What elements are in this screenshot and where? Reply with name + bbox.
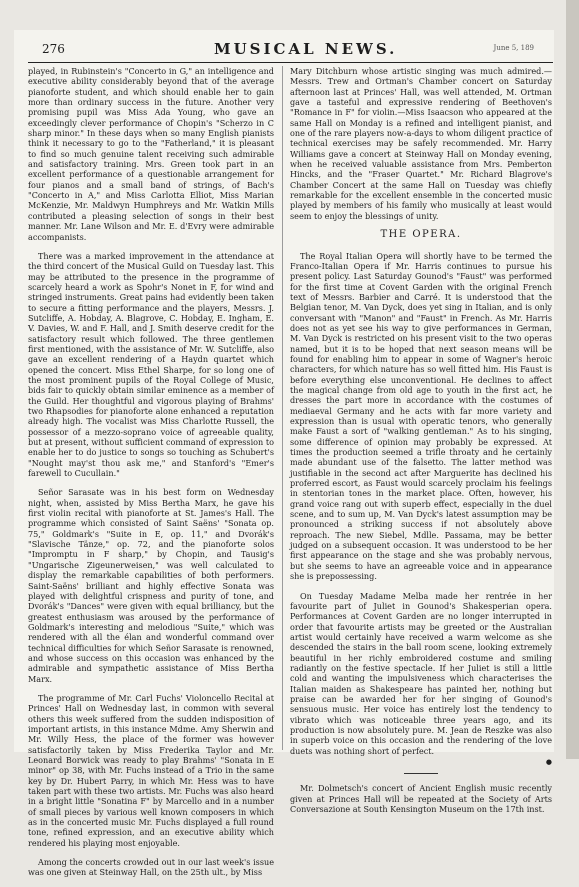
section-heading-opera: THE OPERA.: [380, 229, 462, 241]
masthead-title: MUSICAL NEWS.: [214, 40, 398, 58]
article-paragraph: Mary Ditchburn whose artistic singing was much admired.—Messrs. Trew and Ortman's Chamber concert on Saturday afternoon last at Princes' Hall, was well attended, M. Ortman gave a tasteful and expressive rendering of Beethoven's "Romance in F" for violin.—Miss Isaacson who appeared at the same Hall on Monday is a refined and intelligent pianist, and one of the rare players now-a-days to whom diligent practice of technical exercises may be safely recommended. Mr. Harry Williams gave a concert at Steinway Hall on Monday evening, when he received valuable assistance from Mrs. Pemberton Hincks, and the "Fraser Quartet." Mr. Richard Blagrove's Chamber Concert at the same Hall on Tuesday was chiefly remarkable for the excellent ensemble in the concerted music played by members of his family who musically at least would seem to enjoy the blessings of unity.: [290, 66, 552, 221]
article-paragraph: Señor Sarasate was in his best form on Wednesday night, when, assisted by Miss Bertha Marx, he gave his first violin recital with pianoforte at St. James's Hall. The programme which consisted of Saint Saëns' "Sonata op. 75," Goldmark's "Suite in E, op. 11," and Dvorák's "Slavische Tänze," op. 72, and the pianoforte solos "Impromptu in F sharp," by Chopin, and Tausig's "Ungarische Zigeunerweisen," was well calculated to display the remarkable capabilities of both performers. Saint-Saëns' brilliant and highly effective Sonata was played with delightful crispness and purity of tone, and Dvorák's "Dances" were given with equal brilliancy, but the greatest enthusiasm was aroused by the performance of Goldmark's interesting and melodious "Suite," which was rendered with all the élan and wonderful command over technical difficulties for which Señor Sarasate is renowned, and whose success on this occasion was enhanced by the admirable and sympathetic assistance of Miss Bertha Marx.: [28, 487, 274, 684]
article-paragraph: The Royal Italian Opera will shortly have to be termed the Franco-Italian Opera if Mr. Harris continues to pursue his present policy. Last Saturday Gounod's "Faust" was performed for the first time at Covent Garden with the original French text of Messrs. Barbier and Carré. It is understood that the Belgian tenor, M. Van Dyck, does yet sing in Italian, and is only conversant with "Manon" and "Faust" in French. As Mr. Harris does not as yet see his way to give performances in German, M. Van Dyck is restricted on his present visit to the two operas named, but it is to be hoped that next season means will be found for enabling him to appear in some of Wagner's heroic characters, for which nature has so well fitted him. His Faust is before everything else unconventional. He declines to affect the magical change from old age to youth in the first act, he dresses the part more in accordance with the costumes of mediaeval Germany and he acts with far more variety and expression than is usual with operatic tenors, who generally make Faust a sort of "walking gentleman." As to his singing, some difference of opinion may probably be expressed. At times the production seemed a trifle throaty and he certainly made abundant use of the falsetto. The latter method was justifiable in the second act after Marguerite has declined his proferred escort, as Faust would scarcely proclaim his feelings in stentorian tones in the market place. Often, however, his grand voice rang out with superb effect, especially in the duel scene, and to sum up, M. Van Dyck's latest assumption may be pronounced a striking success if not absolutely above reproach. The new Siebel, Mdlle. Passama, may be better judged on a subsequent occasion. It was understood to be her first appearance on the stage and she was probably nervous, but she seems to have an agreeable voice and in appearance she is prepossessing.: [290, 250, 552, 582]
page-header: [14, 40, 554, 60]
section-end-bullet: ●: [545, 758, 552, 766]
right-column: [290, 66, 552, 823]
section-separator: [404, 773, 438, 774]
left-column: [28, 66, 274, 887]
column-divider: [282, 66, 283, 750]
article-paragraph: On Tuesday Madame Melba made her rentrée in her favourite part of Juliet in Gounod's Shakesperian opera. Performances at Covent Garden are no longer interrupted in order that favourite artists may be greeted or the Australian artist would certainly have received a warm welcome as she descended the stairs in the ball room scene, looking extremely beautiful in her richly embroidered costume and smiling radiantly on the festive spectacle. If her Juliet is still a little cold and wanting the impulsiveness which characterises the Italian maiden as Shakespeare has painted her, nothing but praise can be awarded her for her singing of Gounod's sensuous music. Her voice has entirely lost the tendency to vibrato which was noticeable three years ago, and its production is now absolutely pure. M. Jean de Reszke was also in superb voice on this occasion and the rendering of the love duets was nothing short of perfect.: [290, 590, 552, 756]
header-rule: [28, 62, 553, 63]
issue-date: June 5, 189: [493, 44, 534, 52]
binding-edge: [566, 0, 579, 759]
page-number: 276: [42, 42, 65, 56]
article-paragraph: There was a marked improvement in the attendance at the third concert of the Musical Guild on Tuesday last. This may be attributed to the presence in the programme of scarcely heard a work as Spohr's Nonet in F, for wind and stringed instruments. Great pains had evidently been taken to secure a fitting performance and the players, Messrs. J. Sutcliffe, A. Hobday, A. Blagrove, C. Hobday, E. Ingham, E. V. Davies, W. and F. Hall, and J. Smith deserve credit for the satisfactory result which followed. The three gentlemen first mentioned, with the assistance of Mr. W. Sutcliffe, also gave an excellent rendering of a Haydn quartet which opened the concert. Miss Ethel Sharpe, for so long one of the most prominent pupils of the Royal College of Music, bids fair to quickly obtain similar eminence as a member of the Guild. Her thoughtful and vigorous playing of Brahms' two Rhapsodies for pianoforte alone enhanced a reputation already high. The vocalist was Miss Charlotte Russell, the possessor of a mezzo-soprano voice of agreeable quality, but at present, without sufficient command of expression to enable her to do justice to songs so touching as Schubert's "Nought may'st thou ask me," and Stanford's "Emer's farewell to Cucullain.": [28, 250, 274, 479]
article-paragraph: Mr. Dolmetsch's concert of Ancient English music recently given at Princes Hall will be repeated at the Society of Arts Conversazione at South Kensington Museum on the 17th inst.: [290, 783, 552, 815]
article-paragraph: The programme of Mr. Carl Fuchs' Violoncello Recital at Princes' Hall on Wednesday last, in common with several others this week suffered from the sudden indisposition of important artists, in this instance Mdme. Amy Sherwin and Mr. Willy Hess, the place of the former was however satisfactorily taken by Miss Frederika Taylor and Mr. Leonard Borwick was ready to play Brahms' "Sonata in E minor" op 38, with Mr. Fuchs instead of a Trio in the same key by Dr. Hubert Parry, in which Mr. Hess was to have taken part with these two artists. Mr. Fuchs was also heard in a bright little "Sonatina F" by Marcello and in a number of small pieces by various well known composers in which as in the concerted music Mr. Fuchs displayed a full round tone, refined expression, and an executive ability which rendered his playing most enjoyable.: [28, 692, 274, 848]
article-paragraph: played, in Rubinstein's "Concerto in G," an intelligence and executive ability considerably beyond that of the average pianoforte student, and which should enable her to gain more than ordinary success in the future. Another very promising pupil was Miss Ada Young, who gave an exceedingly clever performance of Chopin's "Scherzo in C sharp minor." In these days when so many English pianists think it necessary to go to the "Fatherland," it is pleasant to find so much genuine talent receiving such admirable and satisfactory training. Mrs. Green took part in an excellent performance of a questionable arrangement for four pianos and a small band of strings, of Bach's "Concerto in A," and Miss Carlotta Elliot, Miss Marian McKenzie, Mr. Maldwyn Humphreys and Mr. Watkin Mills contributed a pleasing selection of songs in their best manner. Mr. Lane Wilson and Mr. E. d'Evry were admirable accompanists.: [28, 66, 274, 242]
article-paragraph: Among the concerts crowded out in our last week's issue was one given at Steinway Hall, on the 25th ult., by Miss: [28, 857, 274, 878]
